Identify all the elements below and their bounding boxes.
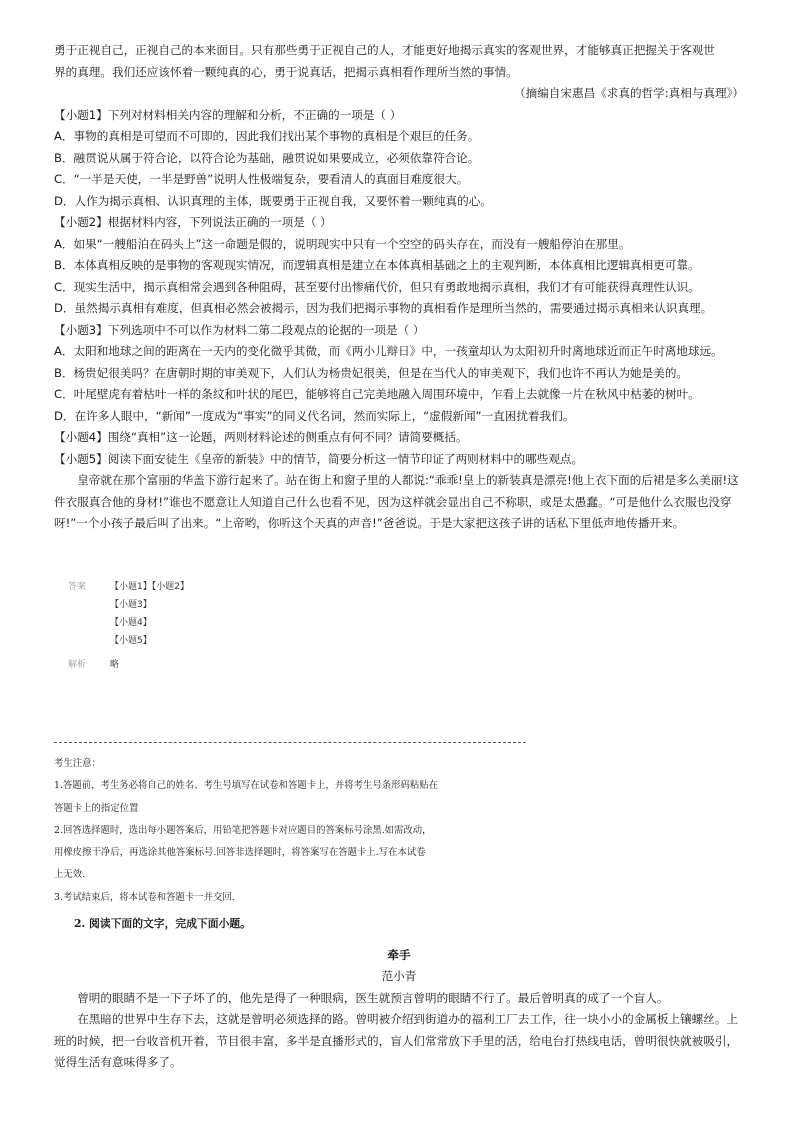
option-a: A．事物的真相是可望而不可即的，因此我们找出某个事物的真相是个艰巨的任务。 (54, 129, 480, 143)
option-d: D．在许多人眼中，“新闻”一度成为“事实”的同义代名词，然而实际上，“虚假新闻”一直困扰着我们。 (54, 408, 575, 423)
answer-row (68, 615, 668, 633)
story-title: 牵手 (387, 947, 411, 962)
passage-line: 勇于正视自己，正视自己的本来面目。只有那些勇于正视自己的人，才能更好地揭示真实的客观世界，才能够真正把握关于客观世 (54, 43, 715, 57)
option-c: C．叶尾壁虎有着枯叶一样的条纹和叶状的尾巴，能够将自己完美地融入周围环境中，乍看上去就像一片在秋风中枯萎的树叶。 (54, 387, 700, 401)
passage-line: 界的真理。我们还应该怀着一颗纯真的心，勇于说真话，把揭示真相看作理所当然的事情。 (54, 64, 518, 79)
analysis-row (68, 657, 668, 675)
option-b: B．杨贵妃很美吗？在唐朝时期的审美观下，人们认为杨贵妃很美，但是在当代人的审美观下，我们也许不再认为她是美的。 (54, 365, 689, 380)
answer-value: 【小题5】 (110, 636, 152, 646)
answer-value: 【小题1】【小题2】 (110, 582, 189, 592)
option-b: B．融贯说从属于符合论，以符合论为基础，融贯说如果要成立，必须依靠符合论。 (54, 150, 480, 165)
story-author: 范小青 (381, 969, 417, 984)
answer-block (68, 579, 668, 675)
dashed-divider (54, 742, 526, 743)
question-stem: 【小题3】下列选项中不可以作为材料二第二段观点的论据的一项是（ ） (54, 322, 425, 337)
analysis-label: 解析 (68, 660, 87, 670)
option-b: B．本体真相反映的是事物的客观现实情况，而逻辑真相是建立在本体真相基础之上的主观判断，本体真相比逻辑真相更可靠。 (54, 258, 700, 272)
notice-title: 考生注意： (54, 758, 101, 769)
reading-section (54, 40, 744, 535)
option-a: A．太阳和地球之间的距离在一天内的变化微乎其微，而《两小儿辩日》中，一孩童却认为太阳初升时离地球近而正午时离地球远。 (54, 344, 723, 358)
notice-line: 答题卡上的指定位置 (54, 802, 139, 814)
answer-row (68, 597, 668, 615)
analysis-value: 略 (110, 660, 120, 670)
answer-row (68, 579, 668, 597)
question-stem: 【小题2】根据材料内容，下列说法正确的一项是（ ） (54, 215, 332, 229)
option-d: D．人作为揭示真相、认识真理的主体，既要勇于正视自我，又要怀着一颗纯真的心。 (54, 193, 492, 208)
passage-source: （摘编自宋惠昌《求真的哲学:真相与真理》） (514, 86, 744, 100)
story-excerpt: 皇帝就在那个富丽的华盖下游行起来了。站在街上和窗子里的人都说:“乖乖!皇上的新装真是漂亮!他上衣下面的后裙是多么美丽!这件衣服真合他的身材!”谁也不愿意让人知道自己什么也看不见，因为这样就会显出自己不称职，或是太愚蠢。“可是他什么衣服也没穿呀!”一个小孩子最后叫了出来。“上帝哟，你听这个天真的声音!”爸爸说。于是大家把这孩子讲的话私下里低声地传播开来。 (54, 473, 739, 530)
option-d: D．虽然揭示真相有难度，但真相必然会被揭示，因为我们把揭示事物的真相看作是理所当然的，需要通过揭示真相来认识真理。 (54, 301, 713, 315)
notice-line: 3.考试结束后，将本试卷和答题卡一并交回. (54, 891, 235, 903)
exam-notice (54, 753, 514, 909)
story-paragraph: 在黑暗的世界中生存下去，这就是曾明必须选择的路。曾明被介绍到街道办的福利工厂去工作，往一块小小的金属板上镶螺丝。上班的时候，把一台收音机开着，节目很丰富，多半是直播形式的，盲人们常常放下手里的活，给电台打热线电话，曾明很快就被吸引，觉得生活有意味得多了。 (54, 1012, 739, 1070)
question-stem: 【小题5】阅读下面安徒生《皇帝的新装》中的情节，简要分析这一情节印证了两则材料中的哪些观点。 (54, 451, 584, 466)
notice-line: 1.答题前，考生务必将自己的姓名、考生号填写在试卷和答题卡上，并将考生号条形码粘贴在 (54, 780, 438, 792)
answer-value: 【小题3】 (110, 600, 152, 610)
answer-row (68, 633, 668, 651)
notice-line: 2.回答选择题时，选出每小题答案后，用铅笔把答题卡对应题目的答案标号涂黑.如需改动， (54, 824, 432, 836)
notice-line: 上无效. (54, 869, 86, 881)
option-c: C．“一半是天使，一半是野兽”说明人性极端复杂，要看清人的真面目难度很大。 (54, 172, 469, 186)
option-c: C．现实生活中，揭示真相常会遇到各种阻碍，甚至要付出惨痛代价，但只有勇敢地揭示真相，我们才有可能获得真理性认识。 (54, 279, 700, 294)
question-stem: 【小题4】围绕“真相”这一论题，两则材料论述的侧重点有何不同？请简要概括。 (54, 430, 468, 444)
option-a: A．如果“一艘船泊在码头上”这一命题是假的，说明现实中只有一个空空的码头存在，而没有一艘船停泊在那里。 (54, 236, 631, 251)
story-paragraph: 曾明的眼睛不是一下子坏了的，他先是得了一种眼病，医生就预言曾明的眼睛不行了。最后曾明真的成了一个盲人。 (77, 990, 669, 1005)
question-stem: 【小题1】下列对材料相关内容的理解和分析，不正确的一项是（ ） (54, 107, 402, 122)
notice-line: 用橡皮擦干净后，再选涂其他答案标号.回答非选择题时，将答案写在答题卡上.写在本试卷 (54, 847, 426, 859)
question-2-section (54, 903, 744, 1074)
question-heading: 2. 阅读下面的文字，完成下面小题。 (74, 916, 251, 930)
answer-value: 【小题4】 (110, 618, 152, 628)
answer-label: 答案 (68, 582, 87, 592)
